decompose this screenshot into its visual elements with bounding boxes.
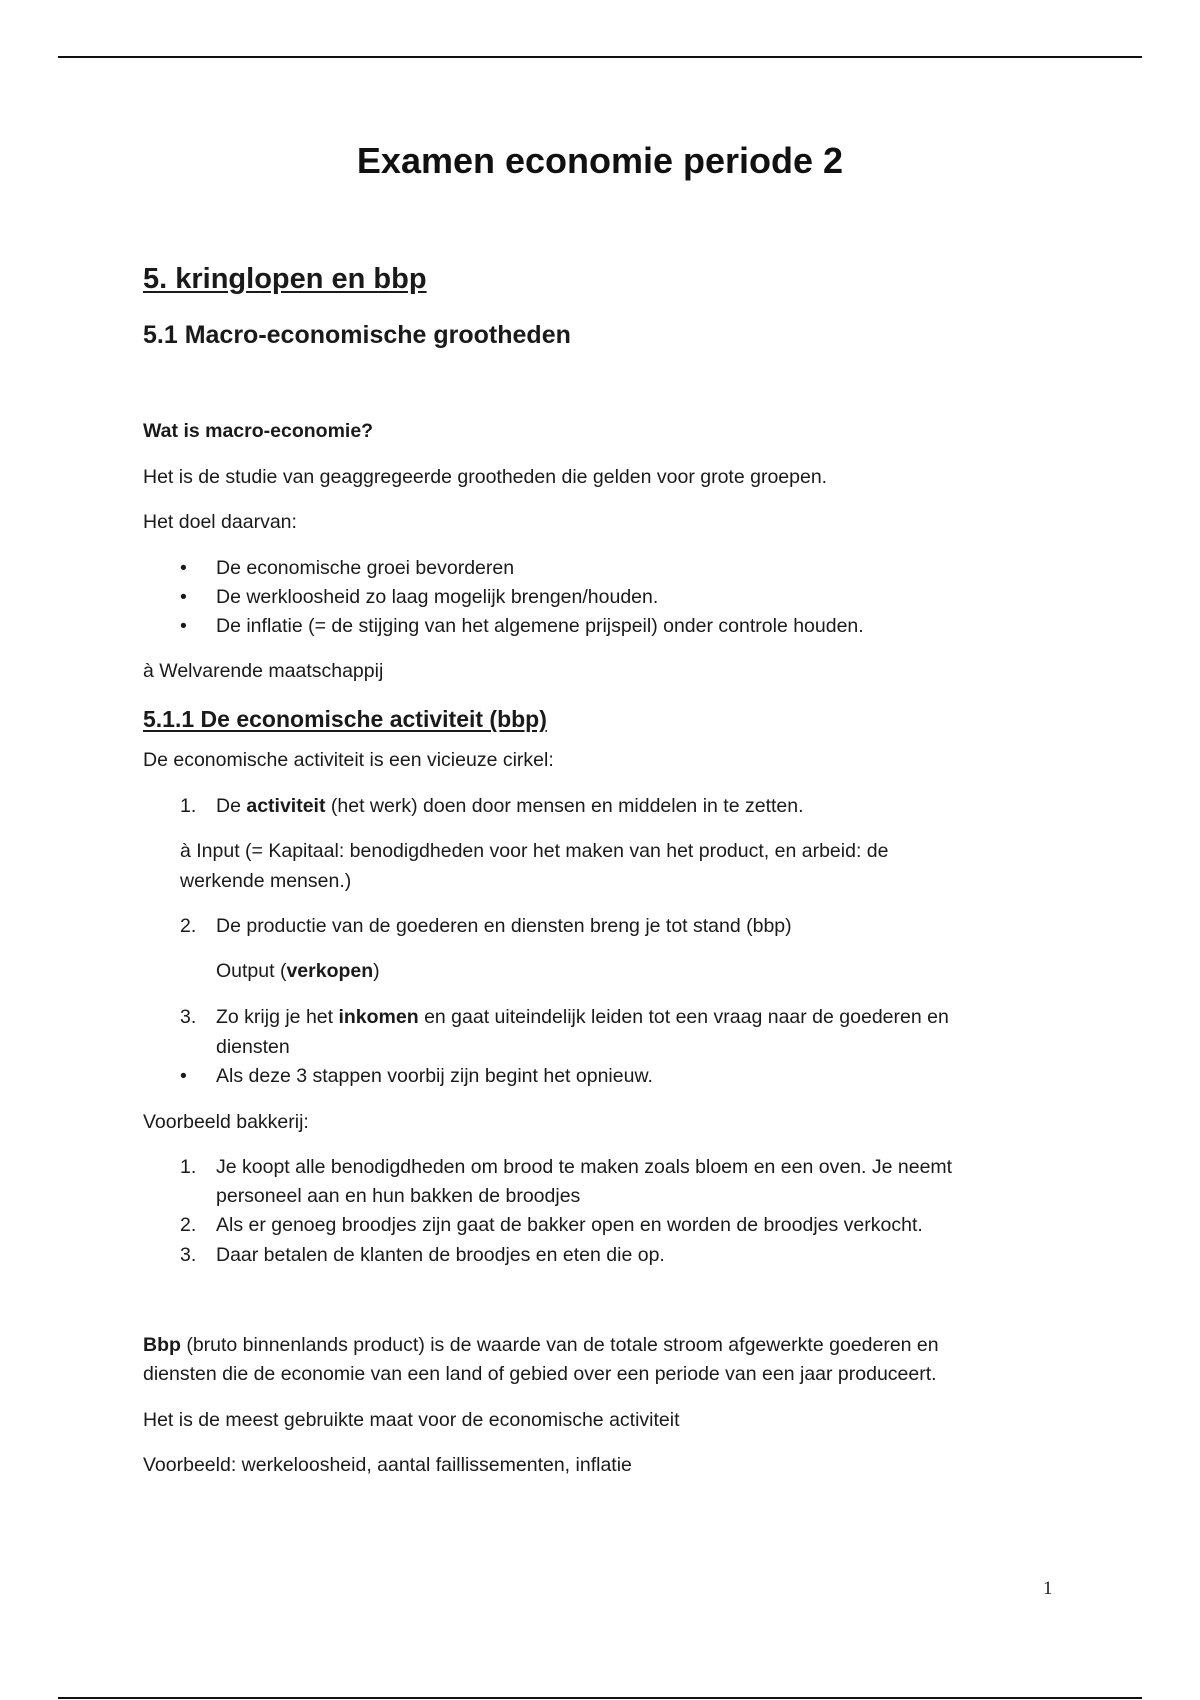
list-item: De inflatie (= de stijging van het algemene prijspeil) onder controle houden.: [216, 615, 864, 637]
list-number: 2.: [180, 915, 197, 937]
goal-intro: Het doel daarvan:: [143, 511, 297, 533]
output-text: Output (verkopen): [216, 960, 380, 982]
list-item: De economische groei bevorderen: [216, 557, 515, 579]
list-item: Als er genoeg broodjes zijn gaat de bakker open en worden de broodjes verkocht.: [216, 1214, 923, 1236]
cycle-intro: De economische activiteit is een vicieuze cirkel:: [143, 749, 554, 771]
list-number: 3.: [180, 1244, 197, 1266]
list-item-cont: personeel aan en hun bakken de broodjes: [216, 1185, 581, 1207]
bbp-definition-cont: diensten die de economie van een land of gebied over een periode van een jaar produceert.: [143, 1363, 937, 1385]
list-number: 1.: [180, 795, 197, 817]
list-item: Je koopt alle benodigdheden om brood te maken zoals bloem en een oven. Je neemt: [216, 1156, 953, 1178]
definition-text: Het is de studie van geaggregeerde grootheden die gelden voor grote groepen.: [143, 466, 828, 488]
cycle-step-1: De activiteit (het werk) doen door mensen en middelen in te zetten.: [216, 795, 804, 817]
footer-rule: [58, 1697, 1142, 1699]
bullet-icon: •: [180, 615, 187, 637]
list-item: Daar betalen de klanten de broodjes en eten die op.: [216, 1244, 665, 1266]
header-rule: [58, 56, 1142, 58]
result-text: à Welvarende maatschappij: [143, 660, 384, 682]
section-heading: 5.1 Macro-economische grootheden: [143, 321, 571, 349]
list-number: 1.: [180, 1156, 197, 1178]
list-number: 2.: [180, 1214, 197, 1236]
question-heading: Wat is macro-economie?: [143, 420, 374, 442]
bbp-definition: Bbp (bruto binnenlands product) is de waarde van de totale stroom afgewerkte goederen en: [143, 1334, 939, 1356]
cycle-step-3: Zo krijg je het inkomen en gaat uiteindelijk leiden tot een vraag naar de goederen en: [216, 1006, 949, 1028]
cycle-step-3-cont: diensten: [216, 1036, 290, 1058]
bullet-icon: •: [180, 557, 187, 579]
input-line-1: à Input (= Kapitaal: benodigdheden voor het maken van het product, en arbeid: de: [180, 840, 889, 862]
chapter-heading: 5. kringlopen en bbp: [143, 263, 427, 295]
example-intro: Voorbeeld bakkerij:: [143, 1111, 309, 1133]
bbp-example: Voorbeeld: werkeloosheid, aantal faillissementen, inflatie: [143, 1454, 632, 1476]
restart-text: Als deze 3 stappen voorbij zijn begint het opnieuw.: [216, 1065, 653, 1087]
list-item: De werkloosheid zo laag mogelijk brengen/houden.: [216, 586, 659, 608]
subsection-heading: 5.1.1 De economische activiteit (bbp): [143, 706, 547, 732]
bullet-icon: •: [180, 1065, 187, 1087]
bbp-usage: Het is de meest gebruikte maat voor de economische activiteit: [143, 1409, 680, 1431]
list-number: 3.: [180, 1006, 197, 1028]
bullet-icon: •: [180, 586, 187, 608]
input-line-2: werkende mensen.): [180, 870, 352, 892]
document-title: Examen economie periode 2: [356, 140, 844, 181]
page-number: 1: [1043, 1578, 1053, 1599]
cycle-step-2: De productie van de goederen en diensten breng je tot stand (bbp): [216, 915, 792, 937]
